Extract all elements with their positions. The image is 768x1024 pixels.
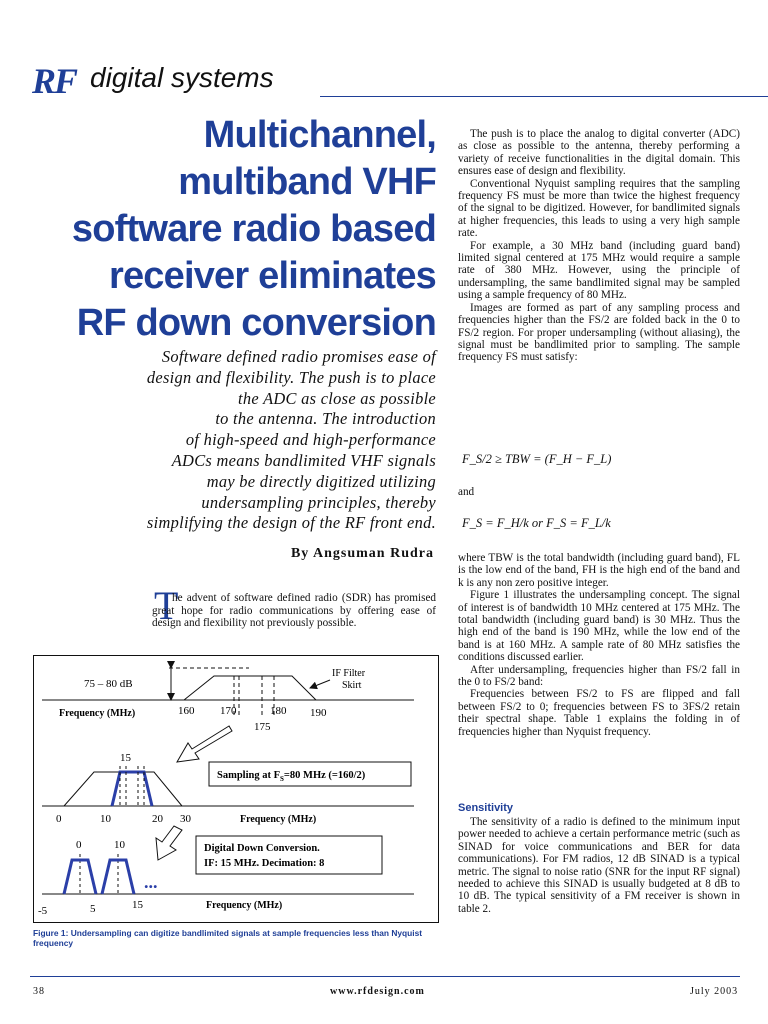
sampled-band [112,772,152,806]
tick-label: 20 [152,813,163,825]
title-line: receiver eliminates [108,255,436,297]
section-header [30,60,740,100]
body-column-bottom [458,816,740,915]
tick-label: -5 [38,905,48,917]
equation-and: and [458,486,475,498]
deck-line: of high-speed and high-performance [185,430,436,450]
title-line: multiband VHF [178,161,436,203]
body-paragraph: Conventional Nyquist sampling requires that the sampling frequency FS must be more than twice the highest frequency of the signal to be digitized. However, for bandlimited signals at higher frequencies, this leads to using a very high sample rate. [458,177,740,240]
figure-caption: Figure 1: Undersampling can digitize bandlimited signals at sample frequencies less than Nyquist frequency [33,928,423,948]
body-paragraph: Frequencies between FS/2 to FS are flipped and fall between FS/2 to 0; frequencies between FS to 3FS/2 retain their spectral shape. Table 1 explains the folding in of frequencies higher than Nyquist frequency. [458,688,740,738]
title-line: RF down conversion [76,302,436,344]
title-line: Multichannel, [203,114,436,156]
byline: By Angsuman Rudra [290,546,434,561]
ddc-text: IF: 15 MHz. Decimation: 8 [204,858,325,869]
body-paragraph: Images are formed as part of any sampling process and frequencies higher than the FS/2 are folded back in the 0 to FS/2 region. For proper undersampling (without aliasing), the signal must be bandlimited prior to sampling. The sample frequency FS must satisfy: [458,301,740,364]
image-band [64,860,96,894]
axis-label: Frequency (MHz) [206,900,283,911]
footer-url[interactable]: www.rfdesign.com [330,986,425,997]
flow-arrow [156,826,182,860]
tick-label: 5 [90,903,96,915]
equation-1 [462,452,611,467]
body-paragraph: After undersampling, frequencies higher than FS/2 fall in the 0 to FS/2 band: [458,663,740,689]
body-paragraph: The sensitivity of a radio is defined to the minimum input power needed to achieve a certain performance metric (such as SINAD for voice communications and BER for data communications). For FM radios, 12 dB SINAD is a typical metric. The signal to noise ratio (SNR for the input RF signal) needed to achieve this SINAD is usually budgeted at 8 dB to 10 dB. The typical sensitivity of a FM receiver is shown in table 2. [458,816,740,915]
deck-line: ADCs means bandlimited VHF signals [171,450,436,470]
axis-label: Frequency (MHz) [59,708,136,719]
body-paragraph: For example, a 30 MHz band (including guard band) limited signal centered at 175 MHz would require a sample rate of 380 MHz. However, using the principle of undersampling, the same bandlimited signal may be sampled using a sample frequency of 80 MHz. [458,239,740,302]
tick-label: 175 [254,721,271,733]
panel-1 [42,668,414,733]
sampling-text: Sampling at $F_S=80$ MHz (=160/2) [217,770,366,783]
deck-line: design and flexibility. The push is to place [146,367,436,387]
figure-1 [33,655,439,923]
tick-label: 0 [76,839,82,851]
drop-cap: T [154,583,179,628]
intro-paragraph: he advent of software defined radio (SDR) has promised great hope for radio communications by offering ease of design and flexibility not previously possible. [152,592,436,629]
atten-label: 75 – 80 dB [84,678,133,690]
tick-label: 30 [180,813,191,825]
undersampling-diagram [34,656,438,922]
ellipsis: ... [144,872,158,892]
body-paragraph: The push is to place the analog to digital converter (ADC) as close as possible to the antenna, thereby performing a variety of receive functionalities in the digital domain. This ensures ease of design and flexibility. [458,128,740,178]
deck-line: simplifying the design of the RF front end. [146,513,436,533]
article-deck [60,347,436,534]
deck-line: may be directly digitized utilizing [206,471,436,491]
sensitivity-subhead: Sensitivity [458,802,514,814]
body-column-middle [458,552,740,738]
article-title [40,112,436,347]
equation-2 [462,516,611,531]
filter-label: Skirt [342,680,362,691]
title-line: software radio based [71,208,436,250]
peak-label: 15 [120,752,131,764]
panel-3 [38,836,414,917]
tick-label: 190 [310,707,327,719]
tick-label: 10 [100,813,111,825]
body-paragraph: where TBW is the total bandwidth (including guard band), FL is the low end of the band, FH is the high end of the band and k is any non zero positive integer. [458,552,740,589]
page-number: 38 [33,986,45,997]
rf-logo: RF [32,61,77,101]
deck-line: the ADC as close as possible [238,388,436,408]
footer-rule [30,976,740,977]
ddc-text: Digital Down Conversion. [204,843,320,854]
issue-date: July 2003 [690,986,739,997]
if-filter-shape [184,676,316,700]
header-rule [320,96,768,97]
equation-text: F_S/2 ≥ TBW = (F_H − F_L) [462,452,612,466]
panel-2 [42,752,414,825]
filter-arrow [310,680,330,688]
section-label: digital systems [90,62,274,93]
body-column-top [458,128,740,364]
tick-label: 0 [56,813,62,825]
axis-label: Frequency (MHz) [240,814,317,825]
deck-line: undersampling principles, thereby [201,492,436,512]
flow-arrow [177,726,232,762]
filter-label: IF Filter [332,668,366,679]
tick-label: 15 [132,899,143,911]
spectrum-shape [64,772,182,806]
deck-line: Software defined radio promises ease of [161,347,436,366]
tick-label: 170 [220,705,237,717]
body-paragraph: Figure 1 illustrates the undersampling concept. The signal of interest is of bandwidth 10 MHz centered at 175 MHz. The total bandwidth (including guard band) is 30 MHz. Thus the high end of the band is 190 MHz, while the low end of the band is at 160 MHz. A sample rate of 80 MHz satisfies the conditions discussed earlier. [458,589,740,664]
equation-text: F_S = F_H/k or F_S = F_L/k [462,516,611,530]
tick-label: 180 [270,705,287,717]
deck-line: to the antenna. The introduction [215,409,436,429]
image-band [102,860,134,894]
tick-label: 10 [114,839,125,851]
tick-label: 160 [178,705,195,717]
